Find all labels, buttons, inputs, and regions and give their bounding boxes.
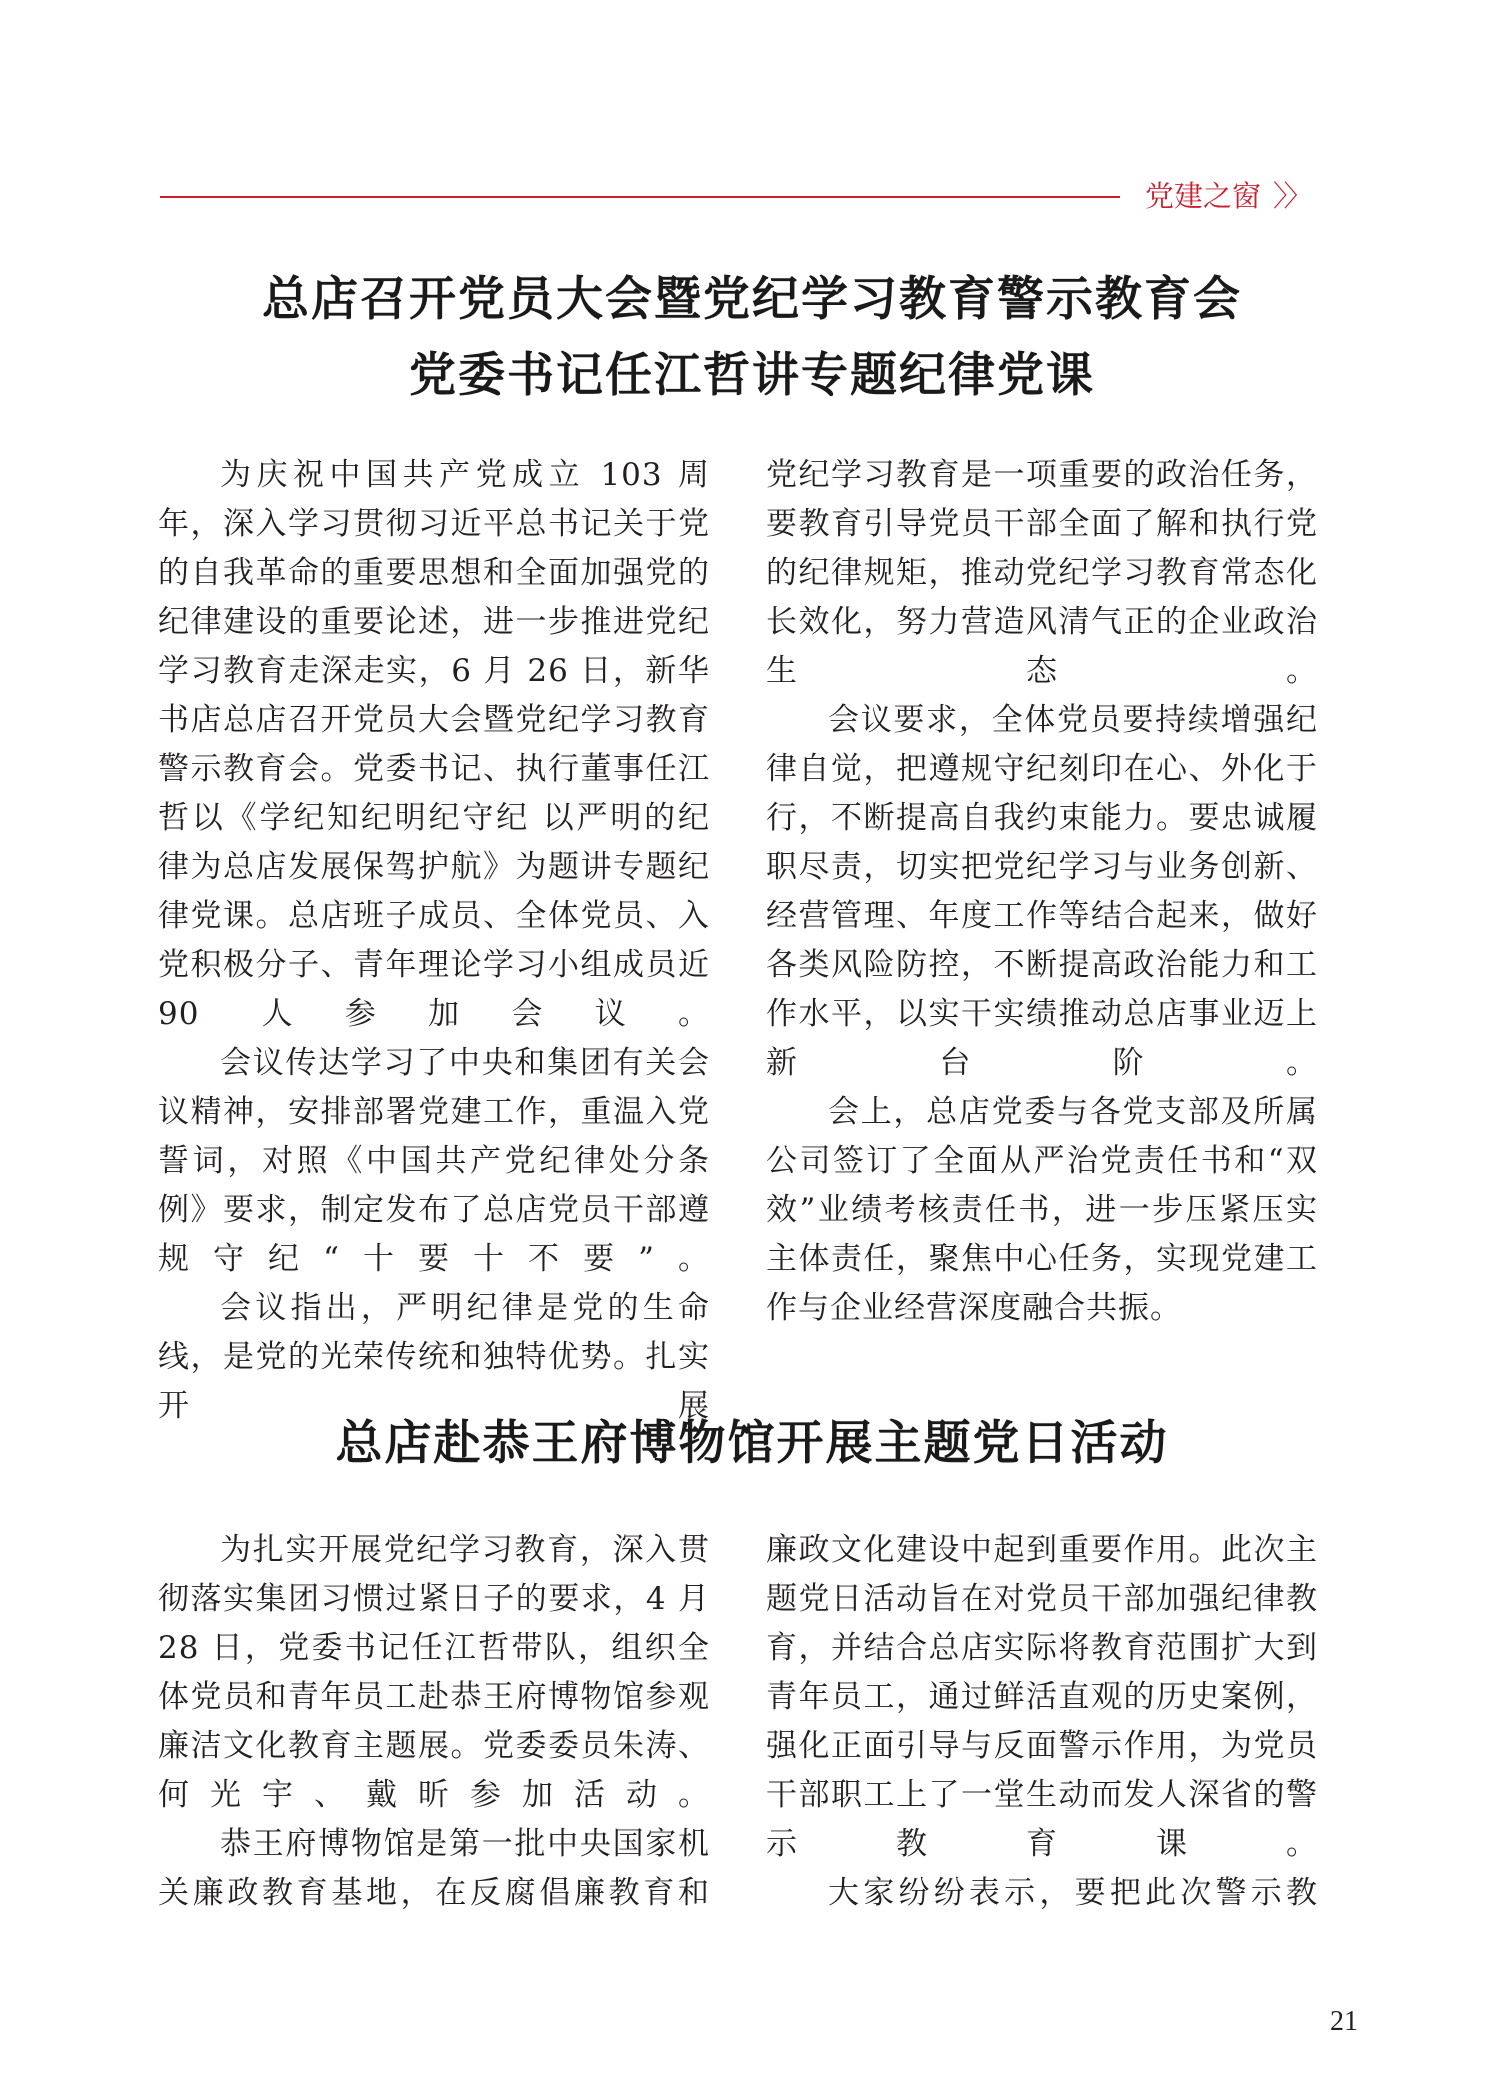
section-tag xyxy=(1145,174,1309,218)
paragraph: 为庆祝中国共产党成立 103 周年，深入学习贯彻习近平总书记关于党的自我革命的重要思想和全面加强党的纪律建设的重要论述，进一步推进党纪学习教育走深走实，6 月 26 日，新华书店总店召开党员大会暨党纪学习教育警示教育会。党委书记、执行董事任江哲以《学纪知纪明纪守纪 以严明的纪律为总店发展保驾护航》为题讲专题纪律党课。总店班子成员、全体党员、入党积极分子、青年理论学习小组成员近 90 人参加会议。 xyxy=(158,457,710,1032)
paragraph: 为扎实开展党纪学习教育，深入贯彻落实集团习惯过紧日子的要求，4 月 28 日，党委书记任江哲带队，组织全体党员和青年员工赴恭王府博物馆参观廉洁文化教育主题展。党委委员朱涛、何光宇、戴昕参加活动。 xyxy=(158,1532,710,1813)
article2-right-column xyxy=(766,1526,1318,1918)
paragraph: 会议要求，全体党员要持续增强纪律自觉，把遵规守纪刻印在心、外化于行，不断提高自我约束能力。要忠诚履职尽责，切实把党纪学习与业务创新、经营管理、年度工作等结合起来，做好各类风险防控，不断提高政治能力和工作水平，以实干实绩推动总店事业迈上新台阶。 xyxy=(766,702,1318,1081)
double-chevron-icon: 〉〉 xyxy=(1273,179,1309,213)
paragraph: 廉政文化建设中起到重要作用。此次主题党日活动旨在对党员干部加强纪律教育，并结合总店实际将教育范围扩大到青年员工，通过鲜活直观的历史案例，强化正面引导与反面警示作用，为党员干部职工上了一堂生动而发人深省的警示教育课。 xyxy=(766,1532,1318,1862)
page-number: 21 xyxy=(1330,2006,1358,2037)
paragraph: 会议传达学习了中央和集团有关会议精神，安排部署党建工作，重温入党誓词，对照《中国共产党纪律处分条例》要求，制定发布了总店党员干部遵规守纪“十要十不要”。 xyxy=(158,1045,710,1277)
article2-left-column xyxy=(158,1526,710,1918)
paragraph: 恭王府博物馆是第一批中央国家机关廉政教育基地，在反腐倡廉教育和 xyxy=(158,1826,710,1911)
paragraph: 会议指出，严明纪律是党的生命线，是党的光荣传统和独特优势。扎实开展 xyxy=(158,1290,710,1424)
article1-right-column xyxy=(766,451,1318,1333)
paragraph: 党纪学习教育是一项重要的政治任务，要教育引导党员干部全面了解和执行党的纪律规矩，推动党纪学习教育常态化长效化，努力营造风清气正的企业政治生态。 xyxy=(766,457,1318,689)
header-rule xyxy=(160,196,1120,198)
article1-title-line2: 党委书记任江哲讲专题纪律党课 xyxy=(409,348,1095,403)
paragraph: 会上，总店党委与各党支部及所属公司签订了全面从严治党责任书和“双效”业绩考核责任书，进一步压紧压实主体责任，聚焦中心任务，实现党建工作与企业经营深度融合共振。 xyxy=(766,1094,1318,1326)
article1-title-line1: 总店召开党员大会暨党纪学习教育警示教育会 xyxy=(262,272,1242,327)
article2-title: 总店赴恭王府博物馆开展主题党日活动 xyxy=(335,1416,1169,1471)
section-name: 党建之窗 xyxy=(1145,179,1262,213)
article1-left-column xyxy=(158,451,710,1431)
paragraph: 大家纷纷表示，要把此次警示教 xyxy=(828,1875,1318,1911)
